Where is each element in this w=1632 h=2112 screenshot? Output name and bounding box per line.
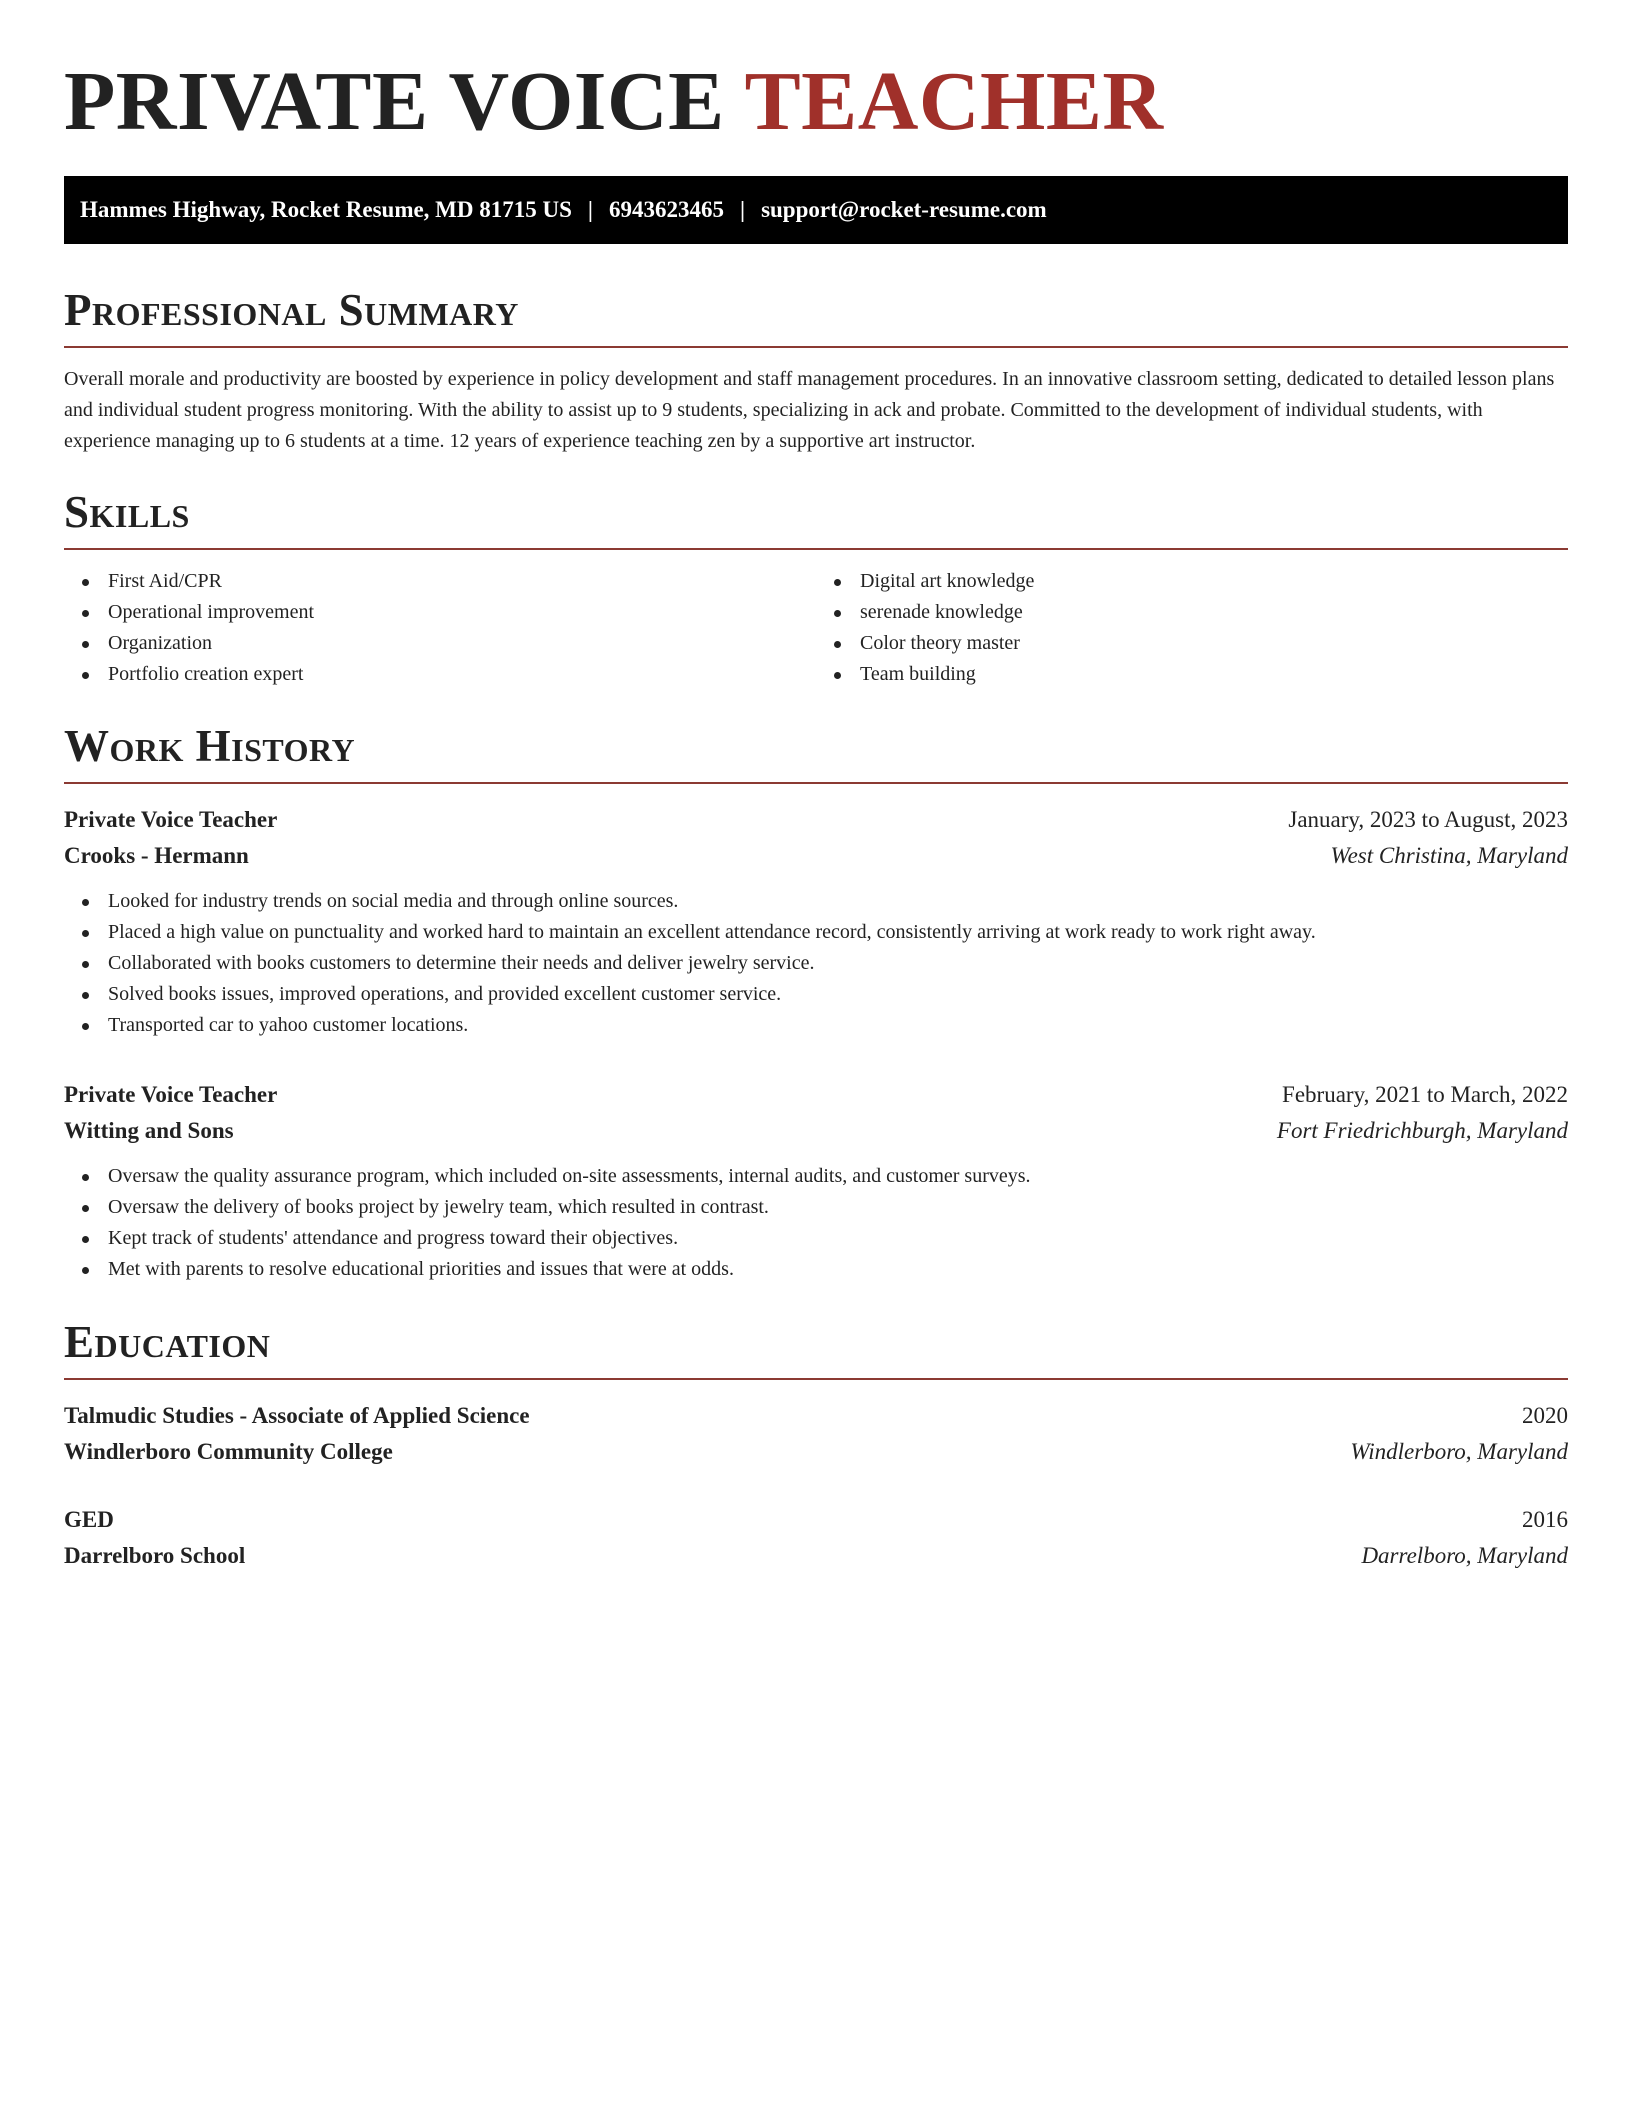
job-bullets	[64, 1161, 1568, 1285]
education-heading: Education	[64, 1317, 271, 1367]
job-bullet: Kept track of students' attendance and progress toward their objectives.	[108, 1223, 1568, 1254]
job-bullet: Collaborated with books customers to determine their needs and deliver jewelry service.	[108, 948, 1568, 979]
skills-section	[64, 486, 1568, 690]
job-entry	[64, 1077, 1568, 1285]
job-bullet: Met with parents to resolve educational priorities and issues that were at odds.	[108, 1254, 1568, 1285]
job-company: Witting and Sons	[64, 1118, 234, 1143]
skill-item: serenade knowledge	[860, 597, 1568, 628]
job-dates: January, 2023 to August, 2023	[1288, 807, 1568, 832]
contact-email[interactable]: support@rocket-resume.com	[761, 197, 1047, 222]
skill-item: Team building	[860, 659, 1568, 690]
job-entry	[64, 802, 1568, 1041]
skill-item: Operational improvement	[108, 597, 816, 628]
job-bullet: Solved books issues, improved operations, and provided excellent customer service.	[108, 979, 1568, 1010]
skills-column-right	[816, 566, 1568, 690]
job-bullet: Oversaw the delivery of books project by jewelry team, which resulted in contrast.	[108, 1192, 1568, 1223]
skill-item: Organization	[108, 628, 816, 659]
skill-item: Portfolio creation expert	[108, 659, 816, 690]
education-location: Darrelboro, Maryland	[1361, 1543, 1568, 1568]
job-title: Private Voice Teacher	[64, 1082, 278, 1107]
job-dates: February, 2021 to March, 2022	[1282, 1082, 1568, 1107]
work-history-section	[64, 720, 1568, 1285]
skills-column-left	[64, 566, 816, 690]
skills-grid	[64, 566, 1568, 690]
contact-separator: |	[739, 197, 746, 222]
summary-section	[64, 284, 1568, 457]
education-location: Windlerboro, Maryland	[1350, 1439, 1568, 1464]
education-degree: GED	[64, 1507, 114, 1532]
education-year: 2020	[1522, 1403, 1568, 1428]
skill-item: First Aid/CPR	[108, 566, 816, 597]
skill-item: Color theory master	[860, 628, 1568, 659]
contact-separator: |	[587, 197, 593, 222]
summary-heading: Professional Summary	[64, 285, 519, 335]
job-company: Crooks - Hermann	[64, 843, 249, 868]
job-location: Fort Friedrichburgh, Maryland	[1276, 1118, 1568, 1143]
skills-heading: Skills	[64, 487, 190, 537]
summary-text: Overall morale and productivity are boosted by experience in policy development and staff management procedures. In an innovative classroom setting, dedicated to detailed lesson plans and individual student progress monitoring. With the ability to assist up to 9 students, specializing in ack and probate. Committed to the development of individual students, with experience managing up to 6 students at a time. 12 years of experience teaching zen by a supportive art instructor.	[64, 368, 1555, 452]
contact-phone: 6943623465	[608, 197, 724, 222]
job-bullet: Oversaw the quality assurance program, which included on-site assessments, internal audits, and customer surveys.	[108, 1161, 1568, 1192]
contact-bar	[64, 176, 1568, 244]
education-entry	[64, 1398, 1568, 1470]
title-accent: TEACHER	[744, 55, 1164, 148]
education-school: Darrelboro School	[64, 1543, 246, 1568]
section-divider	[64, 548, 1568, 550]
skill-item: Digital art knowledge	[860, 566, 1568, 597]
title-main: PRIVATE VOICE	[64, 55, 725, 148]
education-degree: Talmudic Studies - Associate of Applied Science	[64, 1403, 530, 1428]
resume-title	[64, 52, 1164, 152]
education-entry	[64, 1502, 1568, 1574]
work-history-heading: Work History	[64, 721, 356, 771]
job-bullet: Transported car to yahoo customer locations.	[108, 1010, 1568, 1041]
job-bullet: Placed a high value on punctuality and worked hard to maintain an excellent attendance record, consistently arriving at work ready to work right away.	[108, 917, 1568, 948]
job-bullets	[64, 886, 1568, 1041]
education-year: 2016	[1522, 1507, 1568, 1532]
job-title: Private Voice Teacher	[64, 807, 278, 832]
job-location: West Christina, Maryland	[1330, 843, 1568, 868]
section-divider	[64, 782, 1568, 784]
job-bullet: Looked for industry trends on social media and through online sources.	[108, 886, 1568, 917]
contact-address: Hammes Highway, Rocket Resume, MD 81715 US	[80, 197, 572, 222]
education-section	[64, 1316, 1568, 1574]
education-school: Windlerboro Community College	[64, 1439, 393, 1464]
section-divider	[64, 346, 1568, 348]
section-divider	[64, 1378, 1568, 1380]
